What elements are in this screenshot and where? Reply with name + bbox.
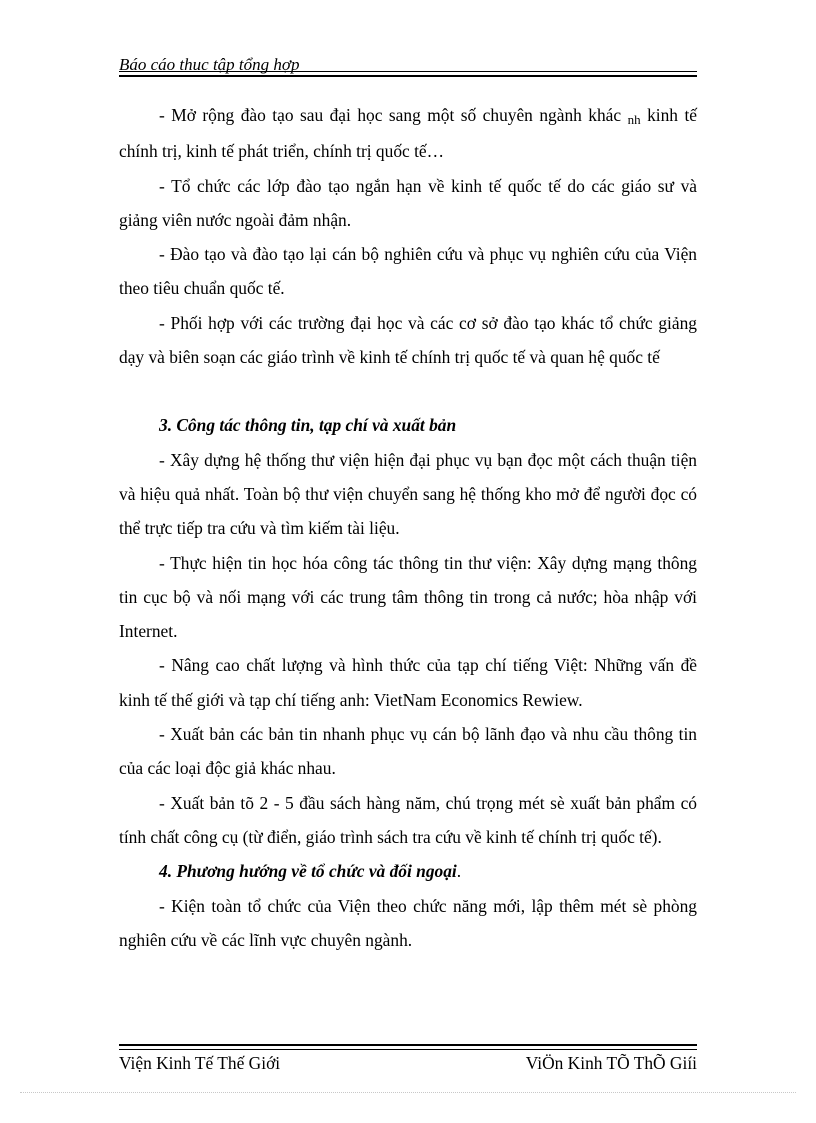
section-heading-text: 4. Phương hướng về tổ chức và đối ngoại <box>159 861 457 882</box>
section-heading: 3. Công tác thông tin, tạp chí và xuất bản <box>159 415 457 436</box>
subscript-fragment: nh <box>627 112 641 127</box>
paragraph: - Phối hợp với các trường đại học và các cơ sở đào tạo khác tổ chức giảng dạy và biên soạn các giáo trình về kinh tế chính trị quốc tế và quan hệ quốc tế <box>119 312 697 368</box>
paragraph-text: kinh tế chính trị, kinh tế phát triển, chính trị quốc tế… <box>119 105 697 162</box>
paragraph: - Xuất bản tõ 2 - 5 đầu sách hàng năm, chú trọng mét sè xuất bản phẩm có tính chất công cụ (từ điển, giáo trình sách tra cứu về kinh tế chính trị quốc tế). <box>119 792 697 847</box>
spacer <box>119 374 697 408</box>
footer-right-text: ViÖn Kinh TÕ ThÕ Giíi <box>525 1053 697 1073</box>
paragraph: - Tổ chức các lớp đào tạo ngắn hạn về kinh tế quốc tế do các giáo sư và giảng viên nước ngoài đảm nhận. <box>119 175 697 230</box>
header-divider-thick <box>119 75 697 77</box>
paragraph: - Xây dựng hệ thống thư viện hiện đại phục vụ bạn đọc một cách thuận tiện và hiệu quả nhất. Toàn bộ thư viện chuyển sang hệ thống kho mở để người đọc có thể trực tiếp tra cứu và tìm kiếm tài liệu. <box>119 449 697 539</box>
document-body <box>119 98 697 957</box>
section-heading <box>119 854 697 888</box>
paragraph: - Đào tạo và đào tạo lại cán bộ nghiên cứu và phục vụ nghiên cứu của Viện theo tiêu chuẩn quốc tế. <box>119 244 697 299</box>
page-bottom-edge <box>20 1092 796 1093</box>
header-divider-thin <box>119 71 697 72</box>
footer-divider-thin <box>119 1049 697 1050</box>
paragraph: - Thực hiện tin học hóa công tác thông tin thư viện: Xây dựng mạng thông tin cục bộ và nối mạng với các trung tâm thông tin trong cả nước; hòa nhập với Internet. <box>119 552 697 642</box>
paragraph: - Xuất bản các bản tin nhanh phục vụ cán bộ lãnh đạo và nhu cầu thông tin của các loại độc giả khác nhau. <box>119 724 697 779</box>
paragraph-text: - Mở rộng đào tạo sau đại học sang một số chuyên ngành khác <box>159 105 622 125</box>
paragraph: - Nâng cao chất lượng và hình thức của tạp chí tiếng Việt: Những vấn đề kinh tế thế giới và tạp chí tiếng anh: VietNam Economics Rewiew. <box>119 655 697 710</box>
page-header-title: Báo cáo thuc tập tổng hợp <box>119 55 300 74</box>
heading-period: . <box>456 861 462 882</box>
footer-left-text: Viện Kinh Tế Thế Giới <box>119 1053 281 1073</box>
footer-divider-thick <box>119 1044 697 1046</box>
paragraph <box>119 98 697 169</box>
paragraph: - Kiện toàn tổ chức của Viện theo chức năng mới, lập thêm mét sè phòng nghiên cứu về các lĩnh vực chuyên ngành. <box>119 895 697 950</box>
